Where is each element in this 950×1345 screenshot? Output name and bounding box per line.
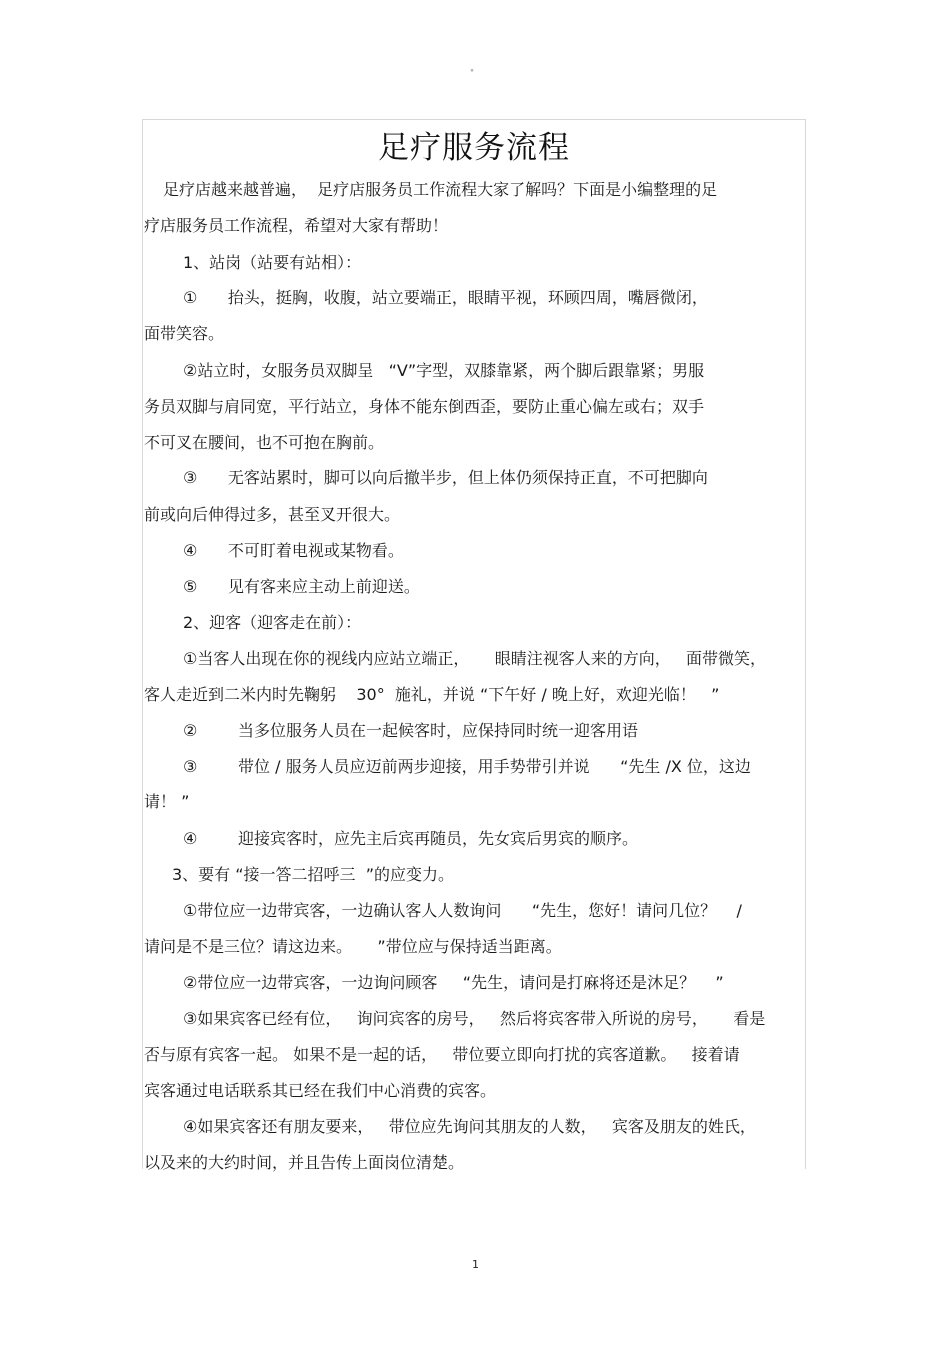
list-item: ① 抬头，挺胸，收腹，站立要端正，眼睛平视，环顾四周，嘴唇微闭， bbox=[183, 288, 708, 307]
list-item: 宾客通过电话联系其已经在我们中心消费的宾客。 bbox=[144, 1081, 497, 1100]
list-item: ①带位应一边带宾客，一边确认客人人数询问 “先生，您好！请问几位？ / bbox=[183, 901, 742, 920]
list-item: 否与原有宾客一起。 如果不是一起的话， 带位要立即向打扰的宾客道歉。 接着请 bbox=[144, 1045, 740, 1064]
intro-line: 疗店服务员工作流程，希望对大家有帮助！ bbox=[144, 216, 449, 235]
list-item: 前或向后伸得过多，甚至叉开很大。 bbox=[144, 505, 401, 524]
list-item: ④如果宾客还有朋友要来， 带位应先询问其朋友的人数， 宾客及朋友的姓氏， bbox=[183, 1117, 756, 1136]
list-item: ③ 带位 / 服务人员应迈前两步迎接，用手势带引并说 “先生 /X 位，这边 bbox=[183, 757, 751, 776]
section-heading: 2、迎客（迎客走在前）： bbox=[183, 613, 362, 632]
list-item: 务员双脚与肩同宽，平行站立，身体不能东倒西歪，要防止重心偏左或右；双手 bbox=[144, 397, 705, 416]
list-item: 请问是不是三位？请这边来。 ”带位应与保持适当距离。 bbox=[144, 937, 562, 956]
list-item: ②站立时，女服务员双脚呈 “V”字型，双膝靠紧，两个脚后跟靠紧；男服 bbox=[183, 361, 705, 380]
section-heading: 3、要有 “接一答二招呼三 ”的应变力。 bbox=[172, 865, 455, 884]
header-mark: ° bbox=[470, 68, 474, 77]
list-item: ③如果宾客已经有位， 询问宾客的房号， 然后将宾客带入所说的房号， 看是 bbox=[183, 1009, 766, 1028]
list-item: ②带位应一边带宾客，一边询问顾客 “先生，请问是打麻将还是沐足？ ” bbox=[183, 973, 724, 992]
list-item: 以及来的大约时间，并且告传上面岗位清楚。 bbox=[144, 1153, 465, 1172]
list-item: ④ 不可盯着电视或某物看。 bbox=[183, 541, 404, 560]
list-item: 不可叉在腰间，也不可抱在胸前。 bbox=[144, 433, 385, 452]
list-item: ①当客人出现在你的视线内应站立端正， 眼睛注视客人来的方向， 面带微笑， bbox=[183, 649, 767, 668]
page-title: 足疗服务流程 bbox=[378, 130, 570, 166]
list-item: ③ 无客站累时，脚可以向后撤半步，但上体仍须保持正直，不可把脚向 bbox=[183, 468, 708, 487]
list-item: ⑤ 见有客来应主动上前迎送。 bbox=[183, 577, 420, 596]
list-item: ② 当多位服务人员在一起候客时，应保持同时统一迎客用语 bbox=[183, 721, 639, 740]
list-item: 面带笑容。 bbox=[144, 324, 225, 343]
list-item: 客人走近到二米内时先鞠躬 30° 施礼，并说 “下午好 / 晚上好，欢迎光临！ ” bbox=[144, 685, 720, 704]
intro-line: 足疗店越来越普遍， 足疗店服务员工作流程大家了解吗？下面是小编整理的足 bbox=[163, 180, 718, 199]
page-number: 1 bbox=[472, 1258, 479, 1271]
section-heading: 1、站岗（站要有站相）： bbox=[183, 253, 362, 272]
list-item: ④ 迎接宾客时，应先主后宾再随员，先女宾后男宾的顺序。 bbox=[183, 829, 639, 848]
list-item: 请！ ” bbox=[144, 792, 190, 811]
